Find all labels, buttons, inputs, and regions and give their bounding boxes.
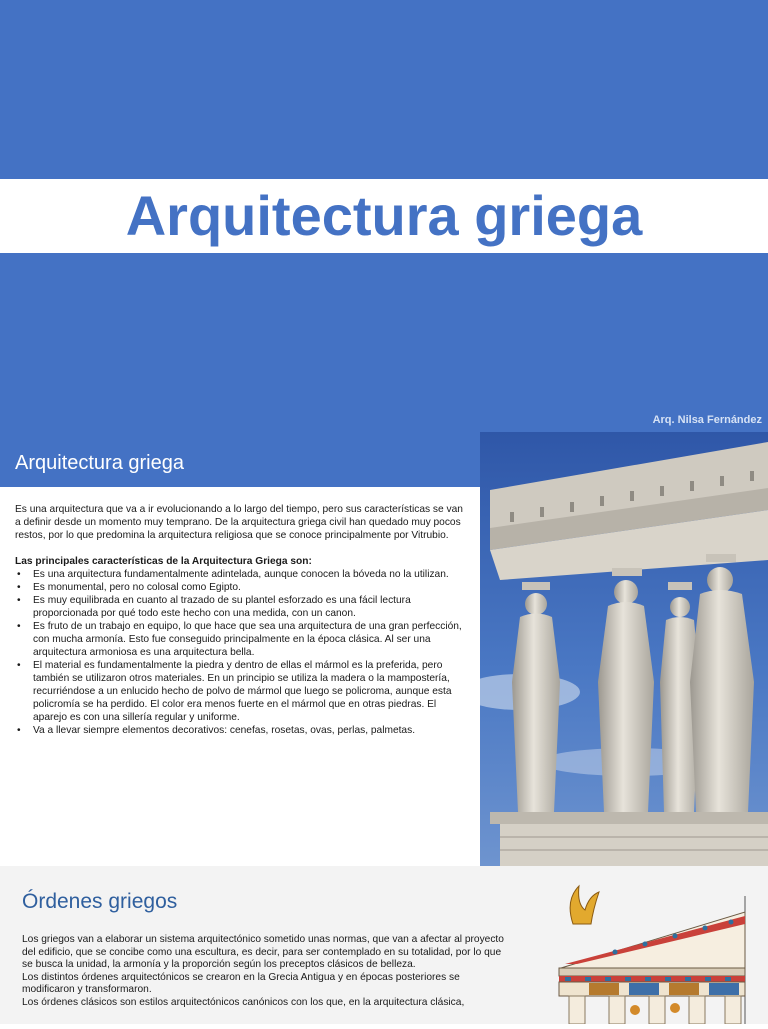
- orders-paragraph: Los griegos van a elaborar un sistema arquitectónico sometido unas normas, que van a afectar al proyecto del edificio, que se concibe como una escultura, es decir, para ser contemplado en su totalidad, por lo que se busca la unidad, la armonía y la proporción según los preceptos clásicos de belleza.: [22, 934, 504, 971]
- list-item-text: Es una arquitectura fundamentalmente adintelada, aunque conocen la bóveda no la utilizan.: [33, 569, 449, 580]
- caryatids-photo: [480, 432, 768, 866]
- list-item: [15, 568, 470, 581]
- title-band: [0, 179, 768, 253]
- author-name: Arq. Nilsa Fernández: [652, 414, 762, 426]
- bullet-icon: •: [17, 725, 21, 736]
- list-item-text: Es fruto de un trabajo en equipo, lo que hace que sea una arquitectura de una gran perfección, con mucha armonía. Esto fue conseguido principalmente en la época clásica. Al ser una arquitectura armoniosa es una arquitectura bella.: [33, 621, 462, 658]
- list-item: [15, 594, 470, 620]
- bullet-icon: •: [17, 595, 21, 606]
- bullet-icon: •: [17, 582, 21, 593]
- bullet-icon: •: [17, 569, 21, 580]
- bullet-icon: •: [17, 621, 21, 632]
- orders-body: [22, 934, 504, 1010]
- list-heading: Las principales características de la Arquitectura Griega son:: [15, 556, 312, 567]
- list-item-text: Va a llevar siempre elementos decorativos: cenefas, rosetas, ovas, perlas, palmetas.: [33, 725, 416, 736]
- slide-title: Arquitectura griega: [125, 184, 643, 247]
- list-item: [15, 724, 470, 737]
- title-slide: [0, 0, 768, 432]
- orders-slide: [0, 866, 768, 1024]
- section-header: [0, 432, 480, 487]
- list-item-text: Es muy equilibrada en cuanto al trazado de su plantel esforzado es una fácil lectura proporcionada por qué todo este hecho con una medida, con un canon.: [33, 595, 411, 619]
- list-item-text: Es monumental, pero no colosal como Egipto.: [33, 582, 241, 593]
- orders-title: Órdenes griegos: [22, 890, 178, 913]
- list-item: [15, 620, 470, 659]
- orders-paragraph: Los distintos órdenes arquitectónicos se crearon en la Grecia Antigua y en épocas posteriores se modificaron y transformaron.: [22, 971, 460, 996]
- intro-paragraph: Es una arquitectura que va a ir evolucionando a lo largo del tiempo, pero sus características se van a definir desde un momento muy temprano. De la arquitectura griega civil han quedado muy pocos restos, por lo que predomina la arquitectura religiosa que se conoce principalmente por Vitrubio.: [15, 504, 463, 541]
- temple-facade-illustration: [555, 880, 768, 1024]
- orders-paragraph: Los órdenes clásicos son estilos arquitectónicos canónicos con los que, en la arquitectura clásica,: [22, 996, 465, 1008]
- bullet-icon: •: [17, 660, 21, 671]
- characteristics-list: [15, 568, 470, 737]
- content-slide: [0, 432, 768, 866]
- section-body: [15, 503, 470, 737]
- list-item: [15, 659, 470, 724]
- section-title: Arquitectura griega: [15, 452, 184, 474]
- list-item: [15, 581, 470, 594]
- list-item-text: El material es fundamentalmente la piedra y dentro de ellas el mármol es la preferida, pero también se utilizaron otros materiales. En un principio se utiliza la madera o la mampostería, recurriéndose a un enlucido hecho de polvo de mármol que luego se policroma, aunque esta policromía se ha perdido. El color era menos fuerte en el mármol que en otras piedras. El aparejo es con una sillería regular y uniforme.: [33, 660, 452, 723]
